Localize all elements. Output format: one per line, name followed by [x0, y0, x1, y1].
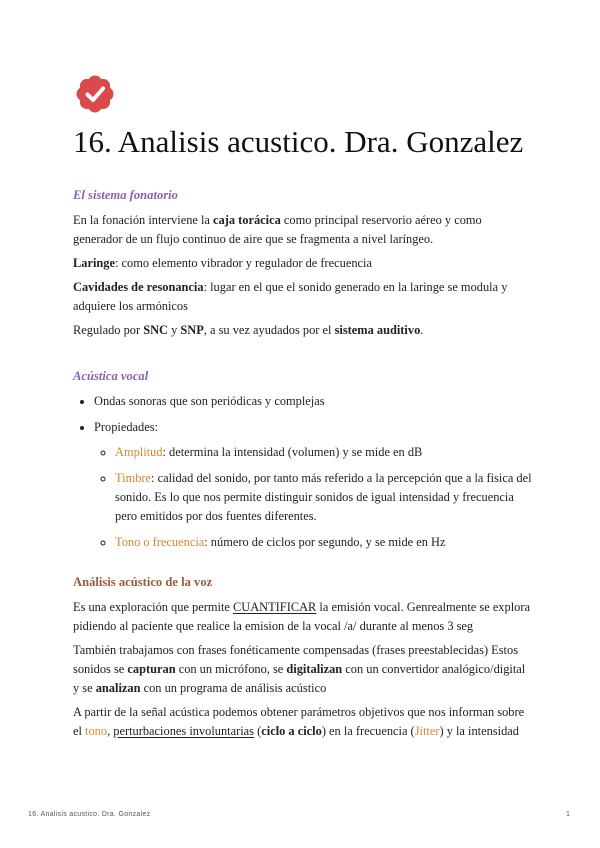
- list-item: ◦ Timbre: calidad del sonido, por tanto más referido a la percepción que a la fisica del sonido. Es lo que nos permite distinguir sonidos de igual intensidad y frecuencia pero emitidos por dos fuentes diferentes.: [115, 469, 533, 526]
- paragraph-regulado: Regulado por SNC y SNP, a su vez ayudados por el sistema auditivo.: [73, 323, 424, 337]
- paragraph-frases: También trabajamos con frases fonéticamente compensadas (frases preestablecidas) Estos sonidos se capturan con un micrófono, se digitalizan con un convertidor analógico/digital y se analizan con un programa de análisis acústico: [73, 643, 526, 695]
- section-heading-analisis-acustico: Análisis acústico de la voz: [73, 575, 213, 589]
- footer-page-number: 1: [566, 811, 570, 818]
- footer-title: 16. Analisis acustico. Dra. Gonzalez: [28, 811, 151, 818]
- document-body: [73, 186, 533, 746]
- verified-check-badge-icon: [75, 74, 115, 114]
- page-title: 16. Analisis acustico. Dra. Gonzalez: [73, 124, 524, 159]
- paragraph-laringe: Laringe: como elemento vibrador y regulador de frecuencia: [73, 256, 372, 270]
- sub-bullet-list: [94, 443, 533, 552]
- section-heading-sistema-fonatorio: El sistema fonatorio: [73, 188, 178, 202]
- paragraph-cavidades: Cavidades de resonancia: lugar en el que el sonido generado en la laringe se modula y adquiere los armónicos: [73, 280, 508, 313]
- bullet-list: [73, 392, 533, 552]
- list-item: • Propiedades: ◦ Amplitud: determina la intensidad (volumen) y se mide en dB ◦ Timbre: calidad del sonido, por tanto más referido a la percepción que a la fisica del sonido. Es lo que nos permite distinguir sonidos de igual intensidad y frecuencia pero emitidos por dos fuentes diferentes. ◦ Tono o frecuencia: número de ciclos por segundo, y se mide en Hz: [94, 418, 533, 552]
- paragraph-cuantificar: Es una exploración que permite CUANTIFICAR la emisión vocal. Genrealmente se explora pidiendo al paciente que realice la emision de la vocal /a/ durante al menos 3 seg: [73, 600, 530, 633]
- paragraph-parametros: A partir de la señal acústica podemos obtener parámetros objetivos que nos informan sobre el tono, perturbaciones involuntarias (ciclo a ciclo) en la frecuencia (Jitter) y la intensidad: [73, 705, 525, 738]
- section-heading-acustica-vocal: Acústica vocal: [73, 369, 149, 383]
- list-item: ◦ Amplitud: determina la intensidad (volumen) y se mide en dB: [115, 443, 533, 462]
- list-item: • Ondas sonoras que son periódicas y complejas: [94, 392, 533, 411]
- list-item: ◦ Tono o frecuencia: número de ciclos por segundo, y se mide en Hz: [115, 533, 533, 552]
- paragraph-fonacion: En la fonación interviene la caja torácica como principal reservorio aéreo y como generador de un flujo continuo de aire que se fragmenta a nivel laríngeo.: [73, 213, 482, 246]
